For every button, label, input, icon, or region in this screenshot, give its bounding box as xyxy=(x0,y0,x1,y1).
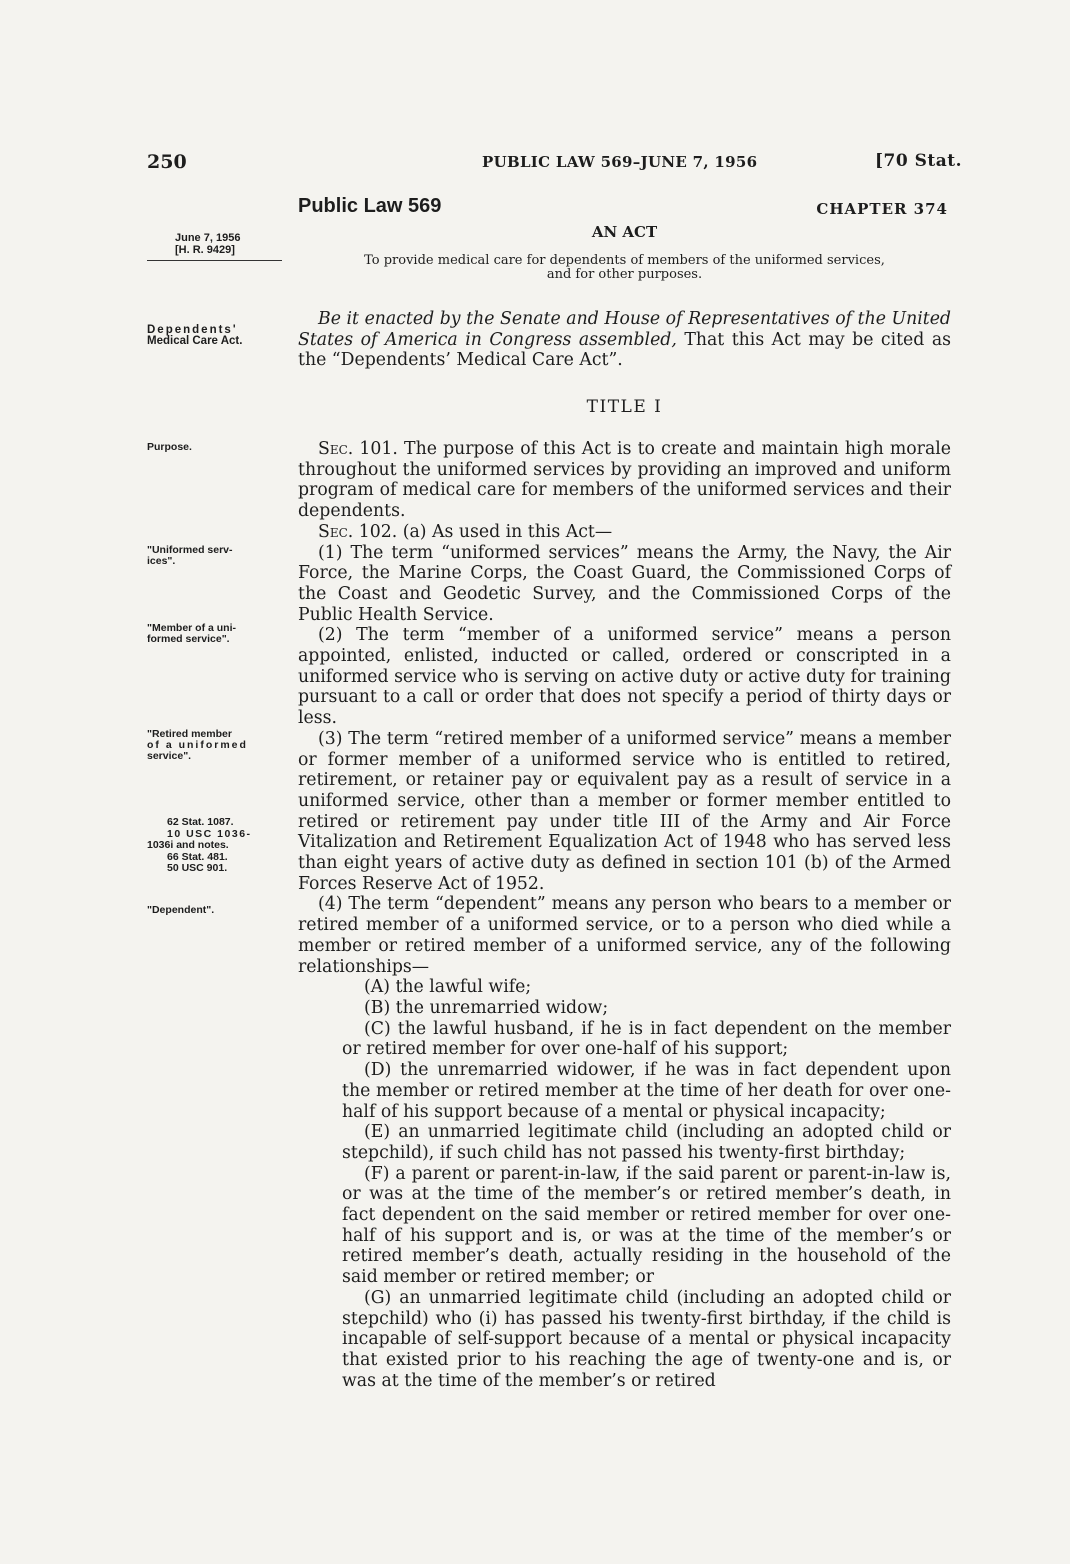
subparagraph-e: (E) an unmarried legitimate child (including an adopted child or stepchild), if such child has not passed his twenty-first birthday; xyxy=(342,1122,951,1163)
title-heading: TITLE I xyxy=(586,397,663,417)
paragraph-2: (2) The term “member of a uniformed service” means a person appointed, enlisted, inducted or called, ordered or conscripted in a uniformed service who is serving on active duty or active duty for training pursuant to a call or order that does not specify a period of thirty days or less. xyxy=(298,625,951,729)
enacting-paragraph xyxy=(298,309,951,371)
subparagraph-a: (A) the lawful wife; xyxy=(364,977,532,998)
section-102-label: Sec. 102. xyxy=(318,521,398,542)
margin-note-retired-line-2: of a uniformed xyxy=(147,739,248,751)
citation-3: 1036i and notes. xyxy=(147,839,229,851)
margin-note-uniformed-line-2: ices". xyxy=(147,555,176,567)
margin-note-short-title-line-2: Medical Care Act. xyxy=(147,335,243,347)
citation-5: 50 USC 901. xyxy=(167,862,228,874)
act-long-title xyxy=(298,254,951,282)
section-101 xyxy=(298,439,951,522)
bill-number: [H. R. 9429] xyxy=(175,244,235,256)
section-102 xyxy=(298,522,951,543)
running-header xyxy=(147,151,962,177)
chapter-label: CHAPTER 374 xyxy=(816,200,948,218)
subparagraph-f: (F) a parent or parent-in-law, if the said parent or parent-in-law is, or was at the time of the member’s or retired member’s death, in fact dependent on the said member or retired member for over one-half of his support and is, or was at the time of the member’s or retired member’s death, actually residing in the household of the said member or retired member; or xyxy=(342,1163,951,1288)
statute-reference: [70 Stat. xyxy=(874,151,962,171)
margin-note-member xyxy=(147,623,295,645)
subparagraph-c: (C) the lawful husband, if he is in fact dependent on the member or retired member for over one-half of his support; xyxy=(342,1018,951,1060)
act-title-line-1: To provide medical care for dependents of members of the uniformed services, xyxy=(364,253,885,268)
margin-note-member-line-2: formed service". xyxy=(147,633,230,645)
an-act-heading: AN ACT xyxy=(591,223,658,241)
margin-note-citations xyxy=(147,817,295,875)
margin-note-retired-line-1: "Retired member xyxy=(147,728,232,740)
enacting-formula: Be it enacted by the Senate and House of Representatives of the United States of America in Congress assembled, xyxy=(298,309,951,350)
paragraph-1: (1) The term “uniformed services” means the Army, the Navy, the Air Force, the Marine Corps, the Coast Guard, the Commissioned Corps of the Coast and Geodetic Survey, and the Commissioned Corps of the Public Health Service. xyxy=(298,542,951,625)
margin-note-short-title-line-1: Dependents' xyxy=(147,324,238,336)
citation-2: 10 USC 1036- xyxy=(167,827,252,840)
subparagraph-d: (D) the unremarried widower, if he was in fact dependent upon the member or retired member at the time of her death for over one-half of his support because of a mental or physical incapacity; xyxy=(342,1060,951,1122)
margin-note-member-line-1: "Member of a uni- xyxy=(147,622,236,634)
margin-note-retired-line-3: service". xyxy=(147,750,192,762)
margin-note-purpose: Purpose. xyxy=(147,441,192,453)
citation-1: 62 Stat. 1087. xyxy=(167,816,234,828)
margin-note-dependent: "Dependent". xyxy=(147,904,215,916)
running-title: PUBLIC LAW 569–JUNE 7, 1956 xyxy=(482,153,758,171)
subparagraph-b: (B) the unremarried widow; xyxy=(364,997,609,1018)
section-101-label: Sec. 101. xyxy=(318,439,398,459)
public-law-label: Public Law 569 xyxy=(298,195,442,217)
margin-note-retired-member xyxy=(147,729,295,762)
margin-note-uniformed-line-1: "Uniformed serv- xyxy=(147,544,233,556)
page-number: 250 xyxy=(147,151,187,173)
margin-rule xyxy=(147,260,282,261)
paragraph-3: (3) The term “retired member of a uniformed service” means a member or former member of a uniformed service who is entitled to retired, retirement, or retainer pay or equivalent pay as a result of service in a uniformed service, other than a member or former member entitled to retired or retirement pay under title III of the Army and Air Force Vitalization and Retirement Equalization Act of 1948 who has served less than eight years of active duty as defined in section 101 (b) of the Armed Forces Reserve Act of 1952. xyxy=(298,728,951,894)
margin-note-date xyxy=(147,232,295,256)
enactment-date: June 7, 1956 xyxy=(175,232,241,244)
margin-note-uniformed-services xyxy=(147,545,295,567)
section-101-text: The purpose of this Act is to create and maintain high morale throughout the uniformed services by providing an improved and uniform program of medical care for members of the uniformed services and their dependents. xyxy=(298,439,952,522)
margin-note-short-title xyxy=(147,325,295,347)
subparagraph-g: (G) an unmarried legitimate child (including an adopted child or stepchild) who (i) has passed his twenty-first birthday, if the child is incapable of self-support because of a mental or physical incapacity that existed prior to his reaching the age of twenty-one and is, or was at the time of the member’s or retired xyxy=(342,1287,951,1391)
citation-4: 66 Stat. 481. xyxy=(167,850,228,863)
paragraph-4: (4) The term “dependent” means any person who bears to a member or retired member of a uniformed service, or to a person who died while a member or retired member of a uniformed service, any of the following relationships— xyxy=(298,894,951,977)
enacting-clause xyxy=(298,309,951,371)
section-102-text: (a) As used in this Act— xyxy=(397,521,613,542)
statute-body xyxy=(298,439,951,1391)
act-title-line-2: and for other purposes. xyxy=(546,267,703,282)
short-title-clause: That this Act may be cited as the “Dependents’ Medical Care Act”. xyxy=(298,329,951,371)
